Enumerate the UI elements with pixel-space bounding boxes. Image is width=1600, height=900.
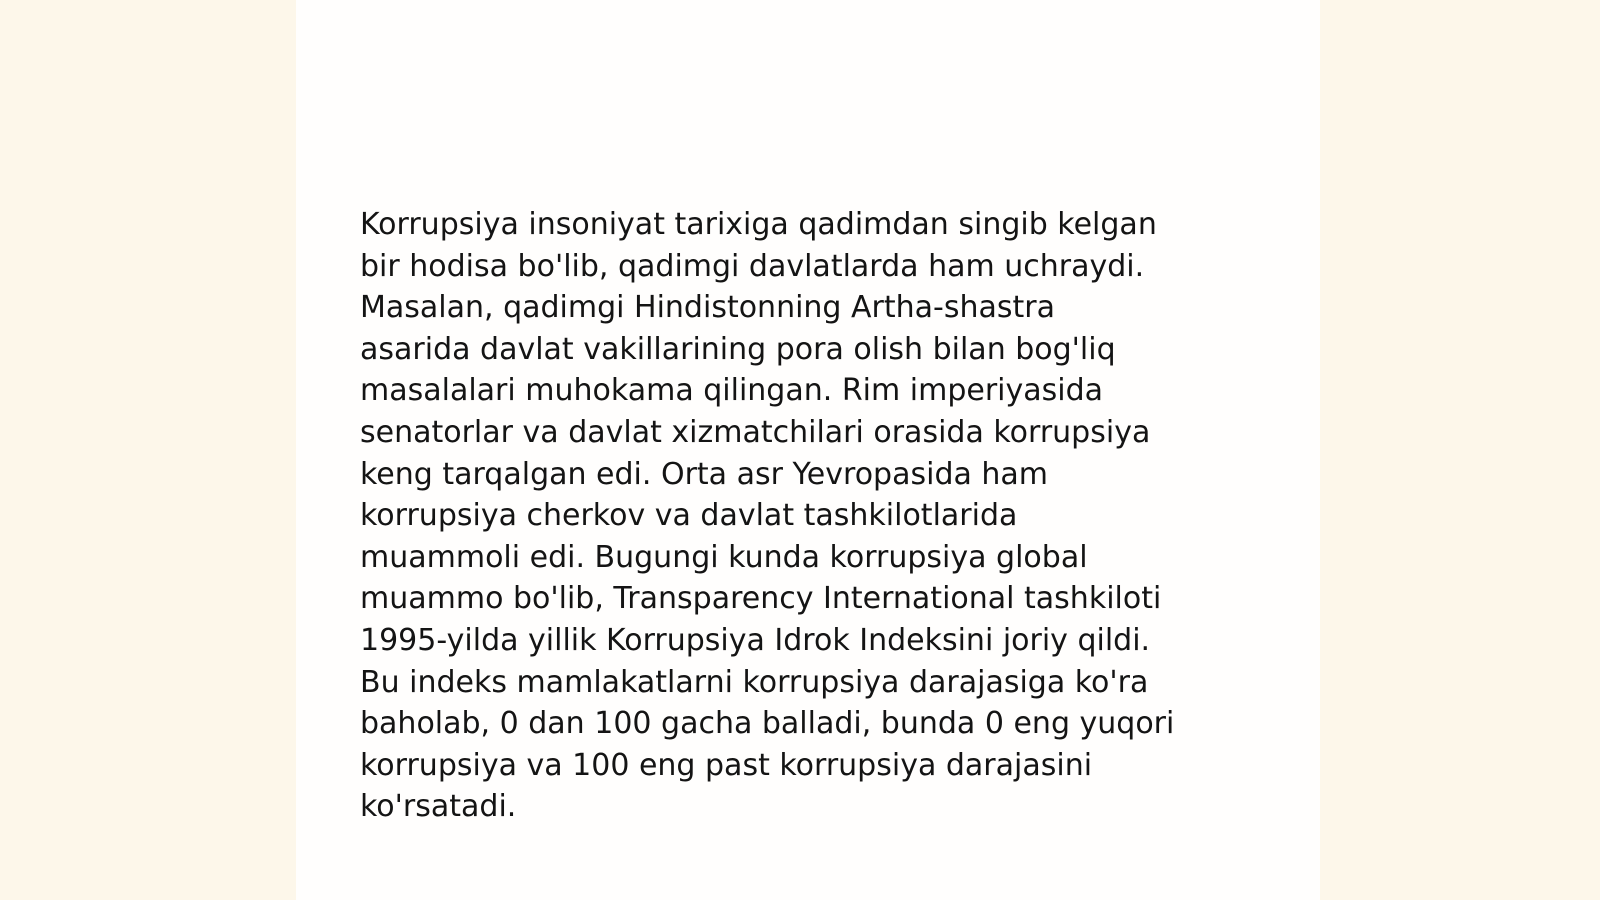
- paragraph-line: Masalan, qadimgi Hindistonning Artha-shastra: [360, 290, 1055, 326]
- paragraph-line: baholab, 0 dan 100 gacha balladi, bunda 0 eng yuqori: [360, 706, 1175, 742]
- paragraph-line: korrupsiya va 100 eng past korrupsiya darajasini: [360, 747, 1093, 783]
- paragraph-line: Bu indeks mamlakatlarni korrupsiya darajasiga ko'ra: [360, 664, 1149, 700]
- paragraph-line: masalalari muhokama qilingan. Rim imperiyasida: [360, 373, 1104, 409]
- paragraph-line: asarida davlat vakillarining pora olish bilan bog'liq: [360, 331, 1116, 367]
- paragraph-line: senatorlar va davlat xizmatchilari orasida korrupsiya: [360, 414, 1151, 450]
- paragraph-line: Korrupsiya insoniyat tarixiga qadimdan singib kelgan: [360, 207, 1157, 242]
- document-page: [296, 0, 1320, 900]
- paragraph-line: muammo bo'lib, Transparency International tashkiloti: [360, 581, 1162, 617]
- paragraph-line: korrupsiya cherkov va davlat tashkilotlarida: [360, 498, 1018, 534]
- body-paragraph: [360, 204, 1260, 828]
- paragraph-line: ko'rsatadi.: [360, 789, 517, 825]
- paragraph-line: muammoli edi. Bugungi kunda korrupsiya global: [360, 539, 1088, 575]
- paragraph-line: 1995-yilda yillik Korrupsiya Idrok Indeksini joriy qildi.: [360, 622, 1151, 658]
- paragraph-line: keng tarqalgan edi. Orta asr Yevropasida ham: [360, 456, 1049, 492]
- paragraph-line: bir hodisa bo'lib, qadimgi davlatlarda ham uchraydi.: [360, 248, 1145, 284]
